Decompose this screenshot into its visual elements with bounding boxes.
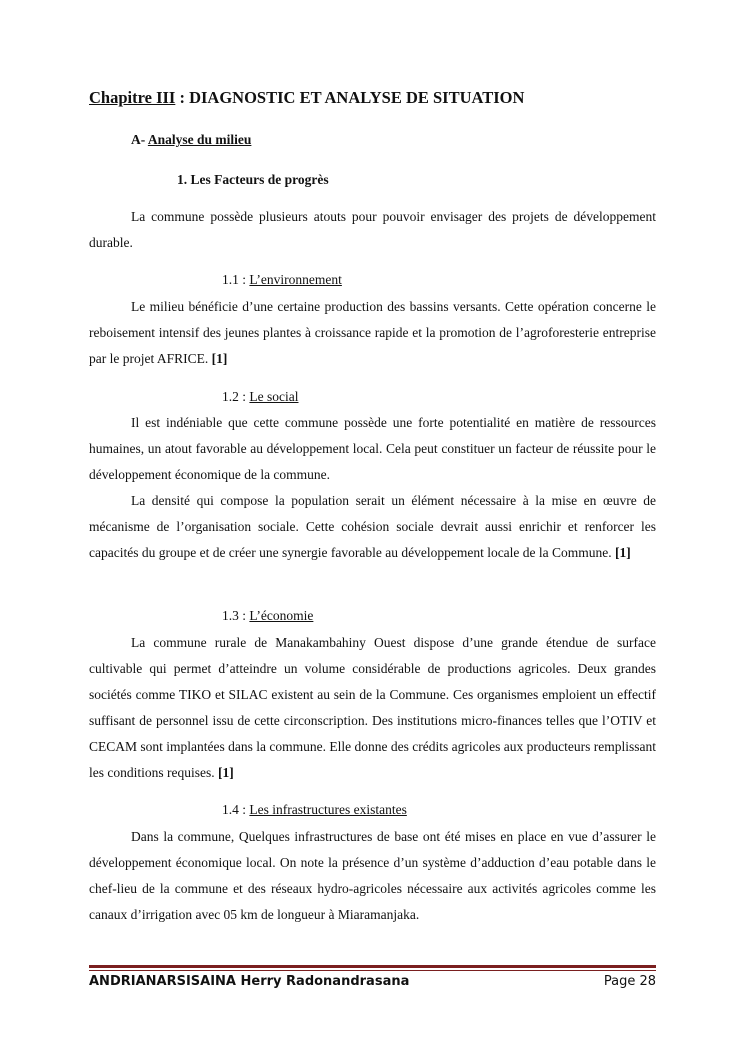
- section-1-4-title: Les infrastructures existantes: [249, 802, 407, 817]
- chapter-label: Chapitre III: [89, 88, 176, 107]
- section-1-2-number: 1.2 :: [222, 389, 250, 404]
- section-1-3-heading: [222, 608, 313, 624]
- section-1-2-reference: [1]: [615, 545, 631, 560]
- chapter-title: : DIAGNOSTIC ET ANALYSE DE SITUATION: [175, 88, 525, 107]
- section-a-title: Analyse du milieu: [147, 132, 252, 147]
- section-1-2-paragraph-1: Il est indéniable que cette commune possède une forte potentialité en matière de ressources humaines, un atout favorable au développement local. Cela peut constituer un facteur de réussite pour le développement économique de la commune.: [89, 415, 656, 482]
- section-1-3-number: 1.3 :: [222, 608, 250, 623]
- footer-author: ANDRIANARSISAINA Herry Radonandrasana: [89, 974, 410, 989]
- section-a-heading: [131, 132, 251, 148]
- intro-paragraph: La commune possède plusieurs atouts pour pouvoir envisager des projets de développement durable.: [89, 209, 656, 250]
- section-a-prefix: A-: [131, 132, 148, 147]
- section-1-4-paragraph: Dans la commune, Quelques infrastructures de base ont été mises en place en vue d’assurer le développement économique local. On note la présence d’un système d’adduction d’eau potable dans le chef-lieu de la commune et des réseaux hydro-agricoles nécessaire aux activités agricoles comme les canaux d’irrigation avec 05 km de longueur à Miaramanjaka.: [89, 829, 656, 922]
- section-1-2-title: Le social: [249, 389, 299, 404]
- section-1-1-title: L’environnement: [249, 272, 342, 287]
- section-1-4-heading: [222, 802, 407, 818]
- subsection-1-heading: 1. Les Facteurs de progrès: [177, 172, 329, 187]
- section-1-1-paragraph: [89, 294, 656, 372]
- section-1-1-text: Le milieu bénéficie d’une certaine production des bassins versants. Cette opération concerne le reboisement intensif des jeunes plantes à croissance rapide et la promotion de l’agroforesterie entreprise par le projet AFRICE.: [89, 299, 656, 366]
- section-1-3-paragraph: [89, 630, 656, 786]
- section-1-4-number: 1.4 :: [222, 802, 250, 817]
- section-1-1-number: 1.1 :: [222, 272, 250, 287]
- chapter-heading: [89, 88, 524, 108]
- footer-rule-thick: [89, 965, 656, 968]
- section-1-3-reference: [1]: [217, 765, 234, 780]
- section-1-2-heading: [222, 389, 299, 405]
- section-1-3-text: La commune rurale de Manakambahiny Ouest dispose d’une grande étendue de surface cultivable qui permet d’atteindre un volume considérable de productions agricoles. Deux grandes sociétés comme TIKO et SILAC existent au sein de la Commune. Ces organismes emploient un effectif suffisant de personnel issu de cette circonscription. Des institutions micro-finances telles que l’OTIV et CECAM sont implantées dans la commune. Elle donne des crédits agricoles aux producteurs remplissant les conditions requises.: [89, 635, 656, 780]
- section-1-3-title: L’économie: [249, 608, 314, 623]
- section-1-1-reference: [1]: [211, 351, 228, 366]
- section-1-2-text: La densité qui compose la population serait un élément nécessaire à la mise en œuvre de mécanisme de l’organisation sociale. Cette cohésion sociale devrait aussi enrichir et renforcer les capacités du groupe et de créer une synergie favorable au développement locale de la Commune.: [89, 493, 656, 560]
- footer-rule-thin: [89, 970, 656, 971]
- section-1-2-paragraph-2: [89, 488, 656, 566]
- section-1-1-heading: [222, 272, 342, 288]
- footer-page-number: Page 28: [603, 974, 656, 989]
